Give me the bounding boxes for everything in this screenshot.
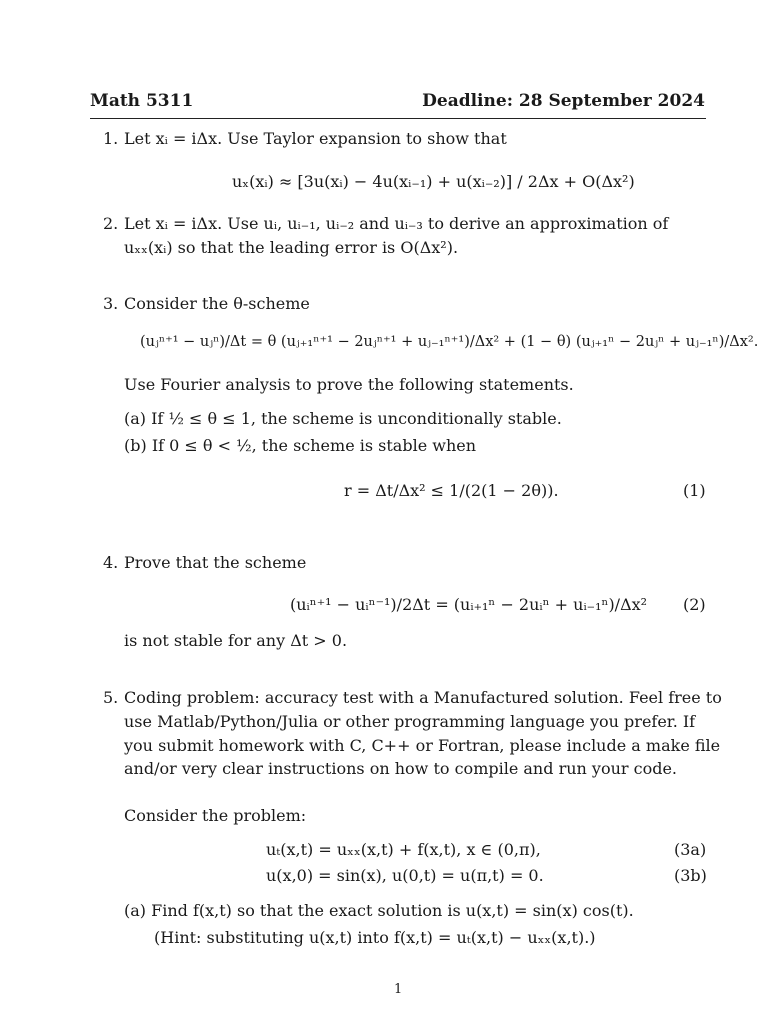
equation-label-3a: (3a) [674,840,707,859]
equation-label-2: (2) [683,595,706,614]
problem-3-instruction: Use Fourier analysis to prove the following statements. [124,375,574,394]
problem-3-text: Consider the θ-scheme [124,294,310,313]
problem-5-line: and/or very clear instructions on how to compile and run your code. [124,759,678,778]
problem-2-line: uₓₓ(xᵢ) so that the leading error is O(Δx²). [124,238,459,257]
course-title: Math 5311 [90,91,194,111]
stability-condition: r = Δt/Δx² ≤ 1/(2(1 − 2θ)). [344,481,559,500]
problem-1-number: 1. [103,129,119,148]
deadline: Deadline: 28 September 2024 [422,91,705,111]
problem-1-equation: uₓ(xᵢ) ≈ [3u(xᵢ) − 4u(xᵢ₋₁) + u(xᵢ₋₂)] / 2Δx + O(Δx²) [232,172,635,191]
problem-3-part-a: (a) If ½ ≤ θ ≤ 1, the scheme is unconditionally stable. [124,409,562,428]
problem-5-hint: (Hint: substituting u(x,t) into f(x,t) = uₜ(x,t) − uₓₓ(x,t).) [154,928,596,947]
problem-2-line: Let xᵢ = iΔx. Use uᵢ, uᵢ₋₁, uᵢ₋₂ and uᵢ₋₃ to derive an approximation of [124,214,669,233]
problem-2-number: 2. [103,214,119,233]
boundary-conditions: u(x,0) = sin(x), u(0,t) = u(π,t) = 0. [266,866,544,885]
problem-5-line: Coding problem: accuracy test with a Manufactured solution. Feel free to [124,688,722,707]
pde-equation: uₜ(x,t) = uₓₓ(x,t) + f(x,t), x ∈ (0,π), [266,840,541,859]
leapfrog-scheme-equation: (uᵢⁿ⁺¹ − uᵢⁿ⁻¹)/2Δt = (uᵢ₊₁ⁿ − 2uᵢⁿ + uᵢ₋₁ⁿ)/Δx² [290,595,648,614]
problem-5-line: you submit homework with C, C++ or Fortran, please include a make file [124,736,721,755]
problem-3-number: 3. [103,294,119,313]
problem-5-number: 5. [103,688,119,707]
equation-label-1: (1) [683,481,706,500]
theta-scheme-equation: (uⱼⁿ⁺¹ − uⱼⁿ)/Δt = θ (uⱼ₊₁ⁿ⁺¹ − 2uⱼⁿ⁺¹ + uⱼ₋₁ⁿ⁺¹)/Δx² + (1 − θ) (uⱼ₊₁ⁿ − 2uⱼⁿ + uⱼ₋₁ⁿ)/Δx². [140,334,759,350]
problem-5-part-a: (a) Find f(x,t) so that the exact solution is u(x,t) = sin(x) cos(t). [124,901,634,920]
problem-1-text: Let xᵢ = iΔx. Use Taylor expansion to show that [124,129,507,148]
equation-label-3b: (3b) [674,866,707,885]
problem-5-line: use Matlab/Python/Julia or other programming language you prefer. If [124,712,696,731]
problem-4-conclusion: is not stable for any Δt > 0. [124,631,348,650]
problem-4-number: 4. [103,553,119,572]
problem-5-consider: Consider the problem: [124,806,307,825]
problem-4-text: Prove that the scheme [124,553,307,572]
page-number: 1 [394,982,403,997]
problem-3-part-b: (b) If 0 ≤ θ < ½, the scheme is stable when [124,436,477,455]
header-rule [90,118,706,119]
